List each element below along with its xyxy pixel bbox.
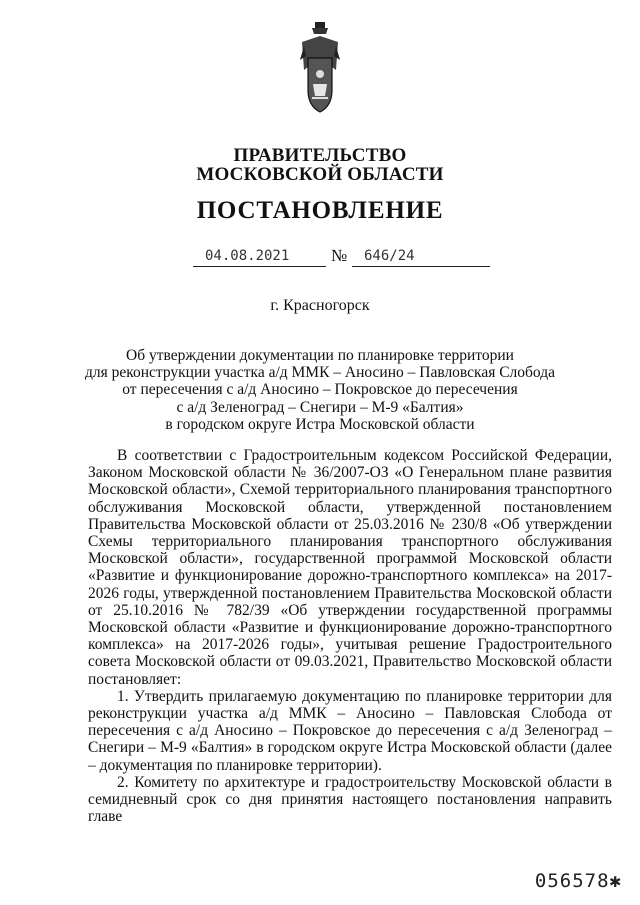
clause-1-paragraph: 1. Утвердить прилагаемую документацию по планировке территории для реконструкции участка а/д ММК – Аносино – Павловская Слобода от пересечения с а/д Аносино – Покровское до пересечения с а/д Зеленоград – Снегири – М-9 «Балтия» в городском округе Истра Московской области (далее – документация по планировке территории).	[88, 687, 612, 774]
title-line: в городском округе Истра Московской области	[165, 415, 475, 433]
government-name-line1: ПРАВИТЕЛЬСТВО	[233, 145, 407, 166]
document-type: ПОСТАНОВЛЕНИЕ	[196, 197, 444, 224]
document-body	[88, 447, 612, 825]
preamble-paragraph: В соответствии с Градостроительным кодексом Российской Федерации, Законом Московской области № 36/2007-ОЗ «О Генеральном плане развития Московской области», Схемой территориального планирования транспортного обслуживания Московской области, утвержденной постановлением Правительства Московской области от 25.03.2016 № 230/8 «Об утверждении Схемы территориального планирования транспортного обслуживания Московской области», государственной программой Московской области «Развитие и функционирование дорожно-транспортного комплекса» на 2017-2026 годы, утвержденной постановлением Правительства Московской области от 25.10.2016 № 782/39 «Об утверждении государственной программы Московской области «Развитие и функционирование дорожно-транспортного комплекса» на 2017-2026 годы», учитывая решение Градостроительного совета Московской области от 09.03.2021, Правительство Московской области постановляет:	[88, 447, 612, 688]
title-line: Об утверждении документации по планировке территории	[126, 347, 514, 364]
government-name-line2: МОСКОВСКОЙ ОБЛАСТИ	[196, 164, 444, 185]
document-title	[80, 347, 560, 433]
title-line: с а/д Зеленоград – Снегири – М-9 «Балтия»	[176, 398, 464, 416]
city: г. Красногорск	[270, 297, 370, 314]
clause-2-paragraph: 2. Комитету по архитектуре и градостроительству Московской области в семидневный срок со дня принятия настоящего постановления направить главе	[88, 773, 612, 826]
document-date: 04.08.2021	[205, 248, 290, 264]
serial-number-text: 056578	[534, 870, 610, 892]
date-underline	[193, 266, 326, 267]
coat-of-arms-icon	[298, 20, 342, 116]
title-line: от пересечения с а/д Аносино – Покровское до пересечения	[122, 381, 518, 399]
serial-number	[535, 870, 622, 892]
number-underline	[352, 266, 490, 267]
asterisk-icon: ✱	[609, 870, 622, 892]
number-sign: №	[331, 246, 348, 265]
document-number: 646/24	[364, 248, 415, 264]
title-line: для реконструкции участка а/д ММК – Аносино – Павловская Слобода	[84, 364, 556, 382]
